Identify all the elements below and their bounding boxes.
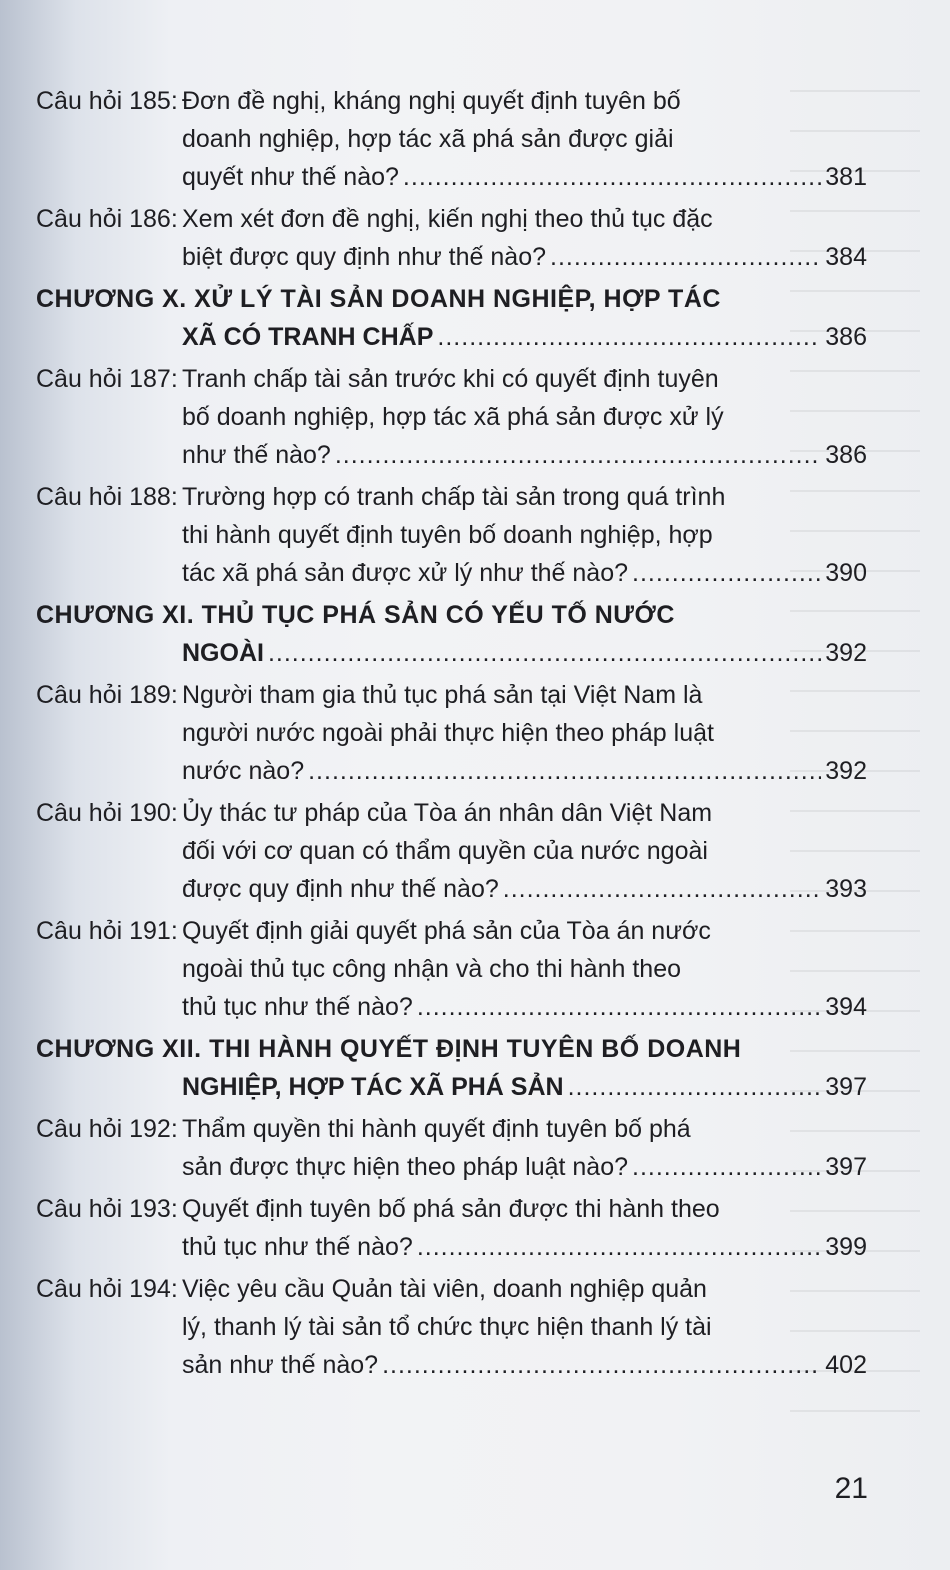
dot-leader <box>632 1148 821 1186</box>
chapter-title: CHƯƠNG XI. THỦ TỤC PHÁ SẢN CÓ YẾU TỐ NƯỚC <box>36 601 675 629</box>
toc-leader-line <box>182 436 867 474</box>
toc-leader-line <box>182 1148 867 1186</box>
question-label: Câu hỏi 193: <box>36 1195 178 1223</box>
question-text <box>182 1190 867 1266</box>
entry-last-line: được quy định như thế nào? <box>182 875 499 903</box>
toc-leader-line <box>182 870 867 908</box>
toc-question-entry <box>0 912 950 1026</box>
toc-question-entry <box>0 82 950 196</box>
toc-question-entry <box>0 360 950 474</box>
page-ref[interactable]: 392 <box>825 757 867 785</box>
question-line: Xem xét đơn đề nghị, kiến nghị theo thủ tục đặc <box>182 205 713 233</box>
dot-leader <box>417 988 821 1026</box>
question-label: Câu hỏi 187: <box>36 365 178 393</box>
page-ref[interactable]: 402 <box>825 1351 867 1379</box>
question-text <box>182 200 867 276</box>
toc-chapter-entry <box>0 596 950 672</box>
entry-last-line: thủ tục như thế nào? <box>182 1233 413 1261</box>
page-ref[interactable]: 386 <box>825 323 867 351</box>
question-line: doanh nghiệp, hợp tác xã phá sản được giải <box>182 125 674 153</box>
chapter-title-cont <box>182 634 867 672</box>
question-text <box>182 1110 867 1186</box>
toc-question-entry <box>0 478 950 592</box>
question-text <box>182 1270 867 1384</box>
toc-chapter-entry <box>0 280 950 356</box>
toc-question-entry <box>0 1270 950 1384</box>
question-line: Quyết định tuyên bố phá sản được thi hành theo <box>182 1195 720 1223</box>
question-line: người nước ngoài phải thực hiện theo pháp luật <box>182 719 714 747</box>
page-ref[interactable]: 392 <box>825 639 867 667</box>
entry-last-line: tác xã phá sản được xử lý như thế nào? <box>182 559 629 587</box>
toc-leader-line <box>182 158 867 196</box>
toc-leader-line <box>182 1068 867 1106</box>
toc-chapter-entry <box>0 1030 950 1106</box>
page-ref[interactable]: 397 <box>825 1073 867 1101</box>
dot-leader <box>568 1068 822 1106</box>
question-label: Câu hỏi 191: <box>36 917 178 945</box>
dot-leader <box>403 158 821 196</box>
dot-leader <box>417 1228 821 1266</box>
entry-last-line: biệt được quy định như thế nào? <box>182 243 547 271</box>
toc-question-entry <box>0 794 950 908</box>
dot-leader <box>382 1346 821 1384</box>
question-label: Câu hỏi 188: <box>36 483 178 511</box>
page-ref[interactable]: 384 <box>825 243 867 271</box>
toc-leader-line <box>182 238 867 276</box>
table-of-contents <box>0 82 950 1388</box>
question-line: Trường hợp có tranh chấp tài sản trong quá trình <box>182 483 726 511</box>
question-label: Câu hỏi 192: <box>36 1115 178 1143</box>
chapter-title-cont <box>182 1068 867 1106</box>
dot-leader <box>437 318 821 356</box>
toc-question-entry <box>0 200 950 276</box>
page-ref[interactable]: 394 <box>825 993 867 1021</box>
question-line: Đơn đề nghị, kháng nghị quyết định tuyên bố <box>182 87 681 115</box>
chapter-title-cont <box>182 318 867 356</box>
toc-leader-line <box>182 988 867 1026</box>
question-label: Câu hỏi 186: <box>36 205 178 233</box>
dot-leader <box>335 436 821 474</box>
entry-last-line: NGOÀI <box>182 639 264 667</box>
page-ref[interactable]: 399 <box>825 1233 867 1261</box>
question-label: Câu hỏi 185: <box>36 87 178 115</box>
question-line: Việc yêu cầu Quản tài viên, doanh nghiệp quản <box>182 1275 707 1303</box>
toc-question-entry <box>0 1110 950 1186</box>
question-line: thi hành quyết định tuyên bố doanh nghiệp, hợp <box>182 521 713 549</box>
page-ref[interactable]: 381 <box>825 163 867 191</box>
toc-question-entry <box>0 676 950 790</box>
dot-leader <box>268 634 821 672</box>
question-line: Người tham gia thủ tục phá sản tại Việt Nam là <box>182 681 703 709</box>
question-line: bố doanh nghiệp, hợp tác xã phá sản được xử lý <box>182 403 724 431</box>
page-ref[interactable]: 397 <box>825 1153 867 1181</box>
question-line: Tranh chấp tài sản trước khi có quyết định tuyên <box>182 365 719 393</box>
question-line: Thẩm quyền thi hành quyết định tuyên bố phá <box>182 1115 691 1143</box>
dot-leader <box>308 752 821 790</box>
dot-leader <box>503 870 822 908</box>
question-text <box>182 82 867 196</box>
toc-question-entry <box>0 1190 950 1266</box>
toc-leader-line <box>182 752 867 790</box>
question-text <box>182 794 867 908</box>
question-line: Quyết định giải quyết phá sản của Tòa án nước <box>182 917 711 945</box>
page-ref[interactable]: 393 <box>825 875 867 903</box>
toc-leader-line <box>182 634 867 672</box>
entry-last-line: nước nào? <box>182 757 305 785</box>
chapter-title: CHƯƠNG X. XỬ LÝ TÀI SẢN DOANH NGHIỆP, HỢP TÁC <box>36 285 721 313</box>
question-text <box>182 360 867 474</box>
dot-leader <box>550 238 821 276</box>
toc-leader-line <box>182 554 867 592</box>
question-text <box>182 912 867 1026</box>
question-line: Ủy thác tư pháp của Tòa án nhân dân Việt Nam <box>182 799 713 827</box>
toc-leader-line <box>182 1346 867 1384</box>
chapter-title: CHƯƠNG XII. THI HÀNH QUYẾT ĐỊNH TUYÊN BỐ DOANH <box>36 1035 742 1063</box>
entry-last-line: thủ tục như thế nào? <box>182 993 413 1021</box>
question-line: đối với cơ quan có thẩm quyền của nước ngoài <box>182 837 708 865</box>
question-line: lý, thanh lý tài sản tổ chức thực hiện thanh lý tài <box>182 1313 712 1341</box>
question-text <box>182 478 867 592</box>
entry-last-line: NGHIỆP, HỢP TÁC XÃ PHÁ SẢN <box>182 1073 564 1101</box>
page-ref[interactable]: 390 <box>825 559 867 587</box>
entry-last-line: sản được thực hiện theo pháp luật nào? <box>182 1153 629 1181</box>
page-ref[interactable]: 386 <box>825 441 867 469</box>
toc-leader-line <box>182 1228 867 1266</box>
entry-last-line: quyết như thế nào? <box>182 163 399 191</box>
question-label: Câu hỏi 190: <box>36 799 178 827</box>
page-number: 21 <box>834 1472 868 1505</box>
question-label: Câu hỏi 194: <box>36 1275 178 1303</box>
question-text <box>182 676 867 790</box>
toc-leader-line <box>182 318 867 356</box>
question-label: Câu hỏi 189: <box>36 681 178 709</box>
question-line: ngoài thủ tục công nhận và cho thi hành theo <box>182 955 681 983</box>
entry-last-line: như thế nào? <box>182 441 331 469</box>
dot-leader <box>632 554 821 592</box>
entry-last-line: XÃ CÓ TRANH CHẤP <box>182 323 434 351</box>
entry-last-line: sản như thế nào? <box>182 1351 379 1379</box>
